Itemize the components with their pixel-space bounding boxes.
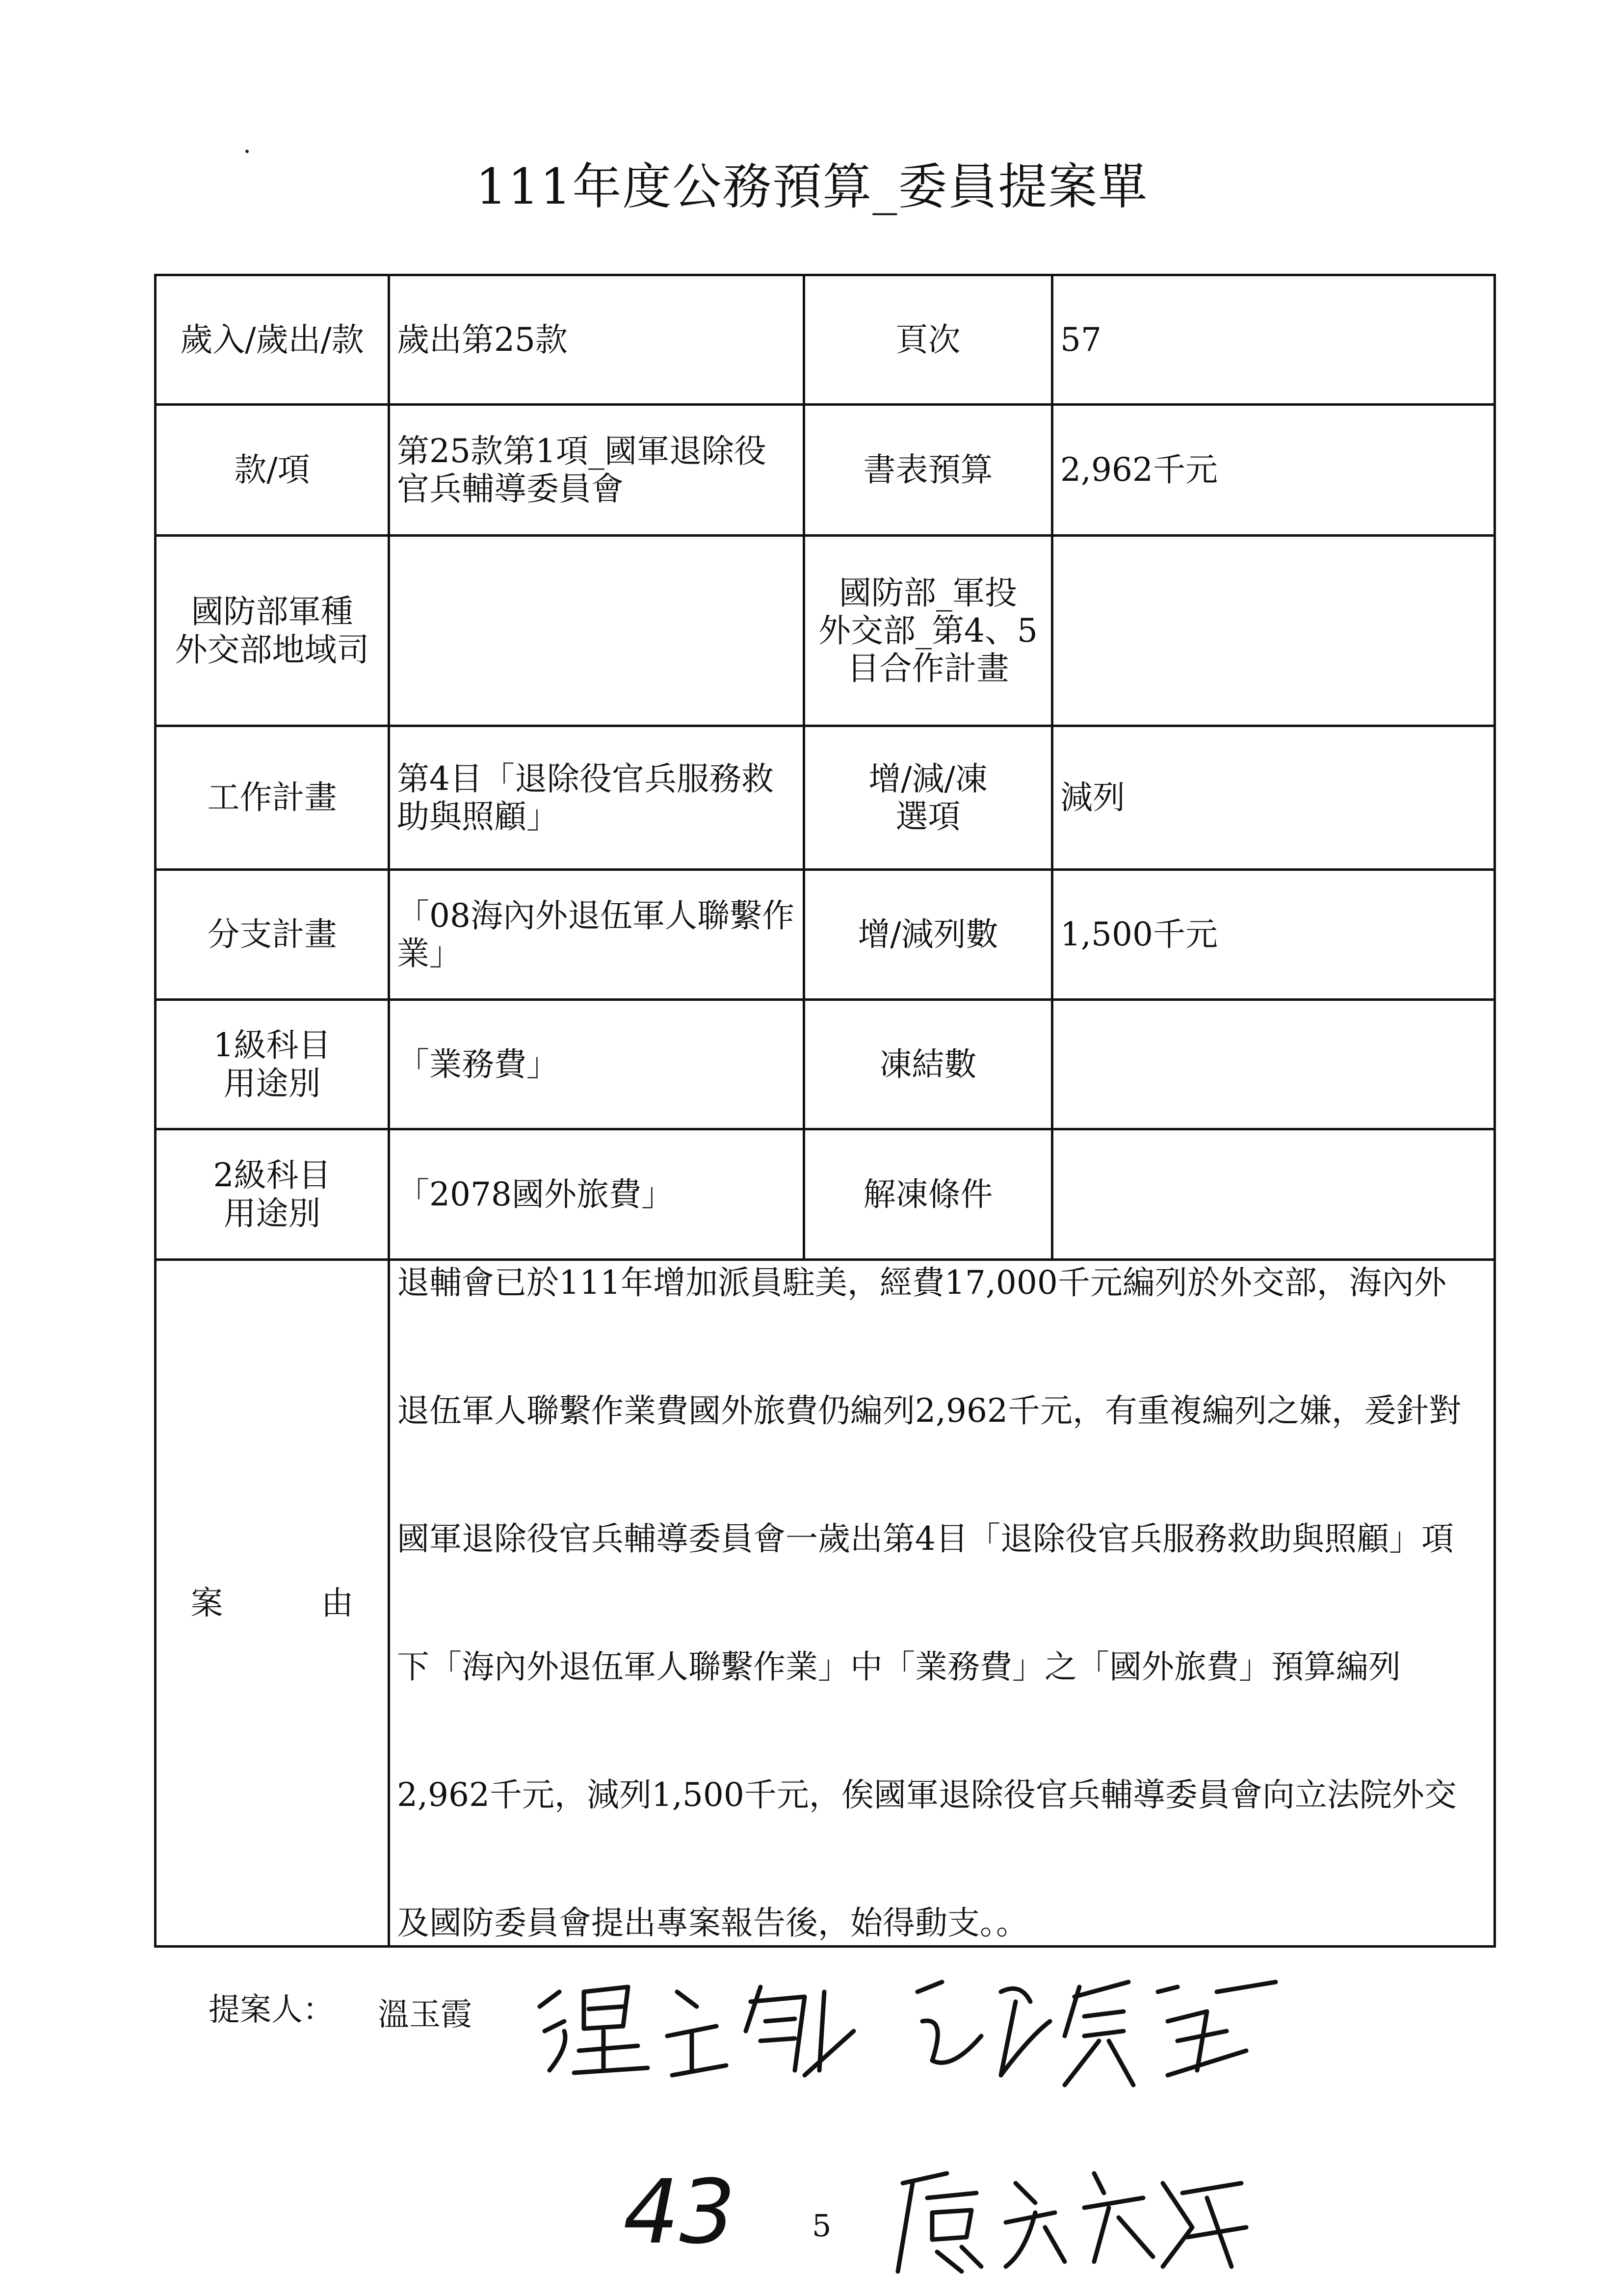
field-value — [1052, 536, 1495, 726]
field-value: 57 — [1052, 275, 1495, 405]
field-label: 歲入/歲出/款 — [156, 275, 389, 405]
reason-label-char: 案 — [190, 1584, 223, 1622]
field-value: 「2078國外旅費」 — [389, 1129, 804, 1260]
form-row — [156, 1000, 1495, 1129]
field-label: 頁次 — [804, 275, 1052, 405]
field-value — [1052, 1000, 1495, 1129]
reason-line: 退伍軍人聯繫作業費國外旅費仍編列2,962千元，有重複編列之嫌，爰針對 — [397, 1392, 1461, 1430]
handwritten-number: 43 — [623, 2161, 736, 2264]
field-label: 2級科目 用途別 — [156, 1129, 389, 1260]
field-label: 分支計畫 — [156, 870, 389, 1000]
form-row — [156, 870, 1495, 1000]
signature-2 — [903, 1962, 1305, 2100]
form-row — [156, 275, 1495, 405]
field-label: 國防部_軍投 外交部_第4、5 目合作計畫 — [804, 536, 1052, 726]
form-row-reason — [156, 1260, 1495, 1947]
reason-text — [389, 1260, 1495, 1947]
proposal-form-table — [154, 274, 1496, 1948]
field-label: 工作計畫 — [156, 726, 389, 870]
field-label: 解凍條件 — [804, 1129, 1052, 1260]
field-value: 「業務費」 — [389, 1000, 804, 1129]
page-number: 5 — [812, 2208, 832, 2244]
reason-line: 2,962千元，減列1,500千元，俟國軍退除役官兵輔導委員會向立法院外交 — [397, 1776, 1457, 1814]
field-value — [389, 536, 804, 726]
field-value: 歲出第25款 — [389, 275, 804, 405]
field-label: 書表預算 — [804, 405, 1052, 536]
signature-1 — [530, 1972, 883, 2090]
field-label: 凍結數 — [804, 1000, 1052, 1129]
form-row — [156, 536, 1495, 726]
field-label: 增/減列數 — [804, 870, 1052, 1000]
form-row — [156, 405, 1495, 536]
field-value: 減列 — [1052, 726, 1495, 870]
field-value — [1052, 1129, 1495, 1260]
reason-label-char: 由 — [321, 1584, 354, 1622]
proposer-label: 提案人： — [209, 1992, 334, 2028]
field-label: 1級科目 用途別 — [156, 1000, 389, 1129]
field-value: 1,500千元 — [1052, 870, 1495, 1000]
form-row — [156, 1129, 1495, 1260]
reason-line: 國軍退除役官兵輔導委員會一歲出第4目「退除役官兵服務救助與照顧」項 — [397, 1520, 1454, 1558]
field-label: 款/項 — [156, 405, 389, 536]
field-value: 第25款第1項_國軍退除役官兵輔導委員會 — [389, 405, 804, 536]
field-value: 第4目「退除役官兵服務救助與照顧」 — [389, 726, 804, 870]
reason-line: 退輔會已於111年增加派員駐美，經費17,000千元編列於外交部，海內外 — [397, 1264, 1446, 1302]
page-title: 111年度公務預算_委員提案單 — [475, 158, 1149, 215]
field-value: 2,962千元 — [1052, 405, 1495, 536]
reason-line: 下「海內外退伍軍人聯繫作業」中「業務費」之「國外旅費」預算編列 — [397, 1648, 1401, 1686]
field-value: 「08海內外退伍軍人聯繫作業」 — [389, 870, 804, 1000]
proposer-name: 溫玉霞 — [378, 1997, 472, 2033]
signature-3 — [888, 2154, 1261, 2281]
reason-label — [156, 1260, 389, 1947]
reason-line: 及國防委員會提出專案報告後，始得動支。。 — [397, 1904, 1028, 1942]
field-label: 增/減/凍 選項 — [804, 726, 1052, 870]
field-label: 國防部軍種 外交部地域司 — [156, 536, 389, 726]
form-row — [156, 726, 1495, 870]
